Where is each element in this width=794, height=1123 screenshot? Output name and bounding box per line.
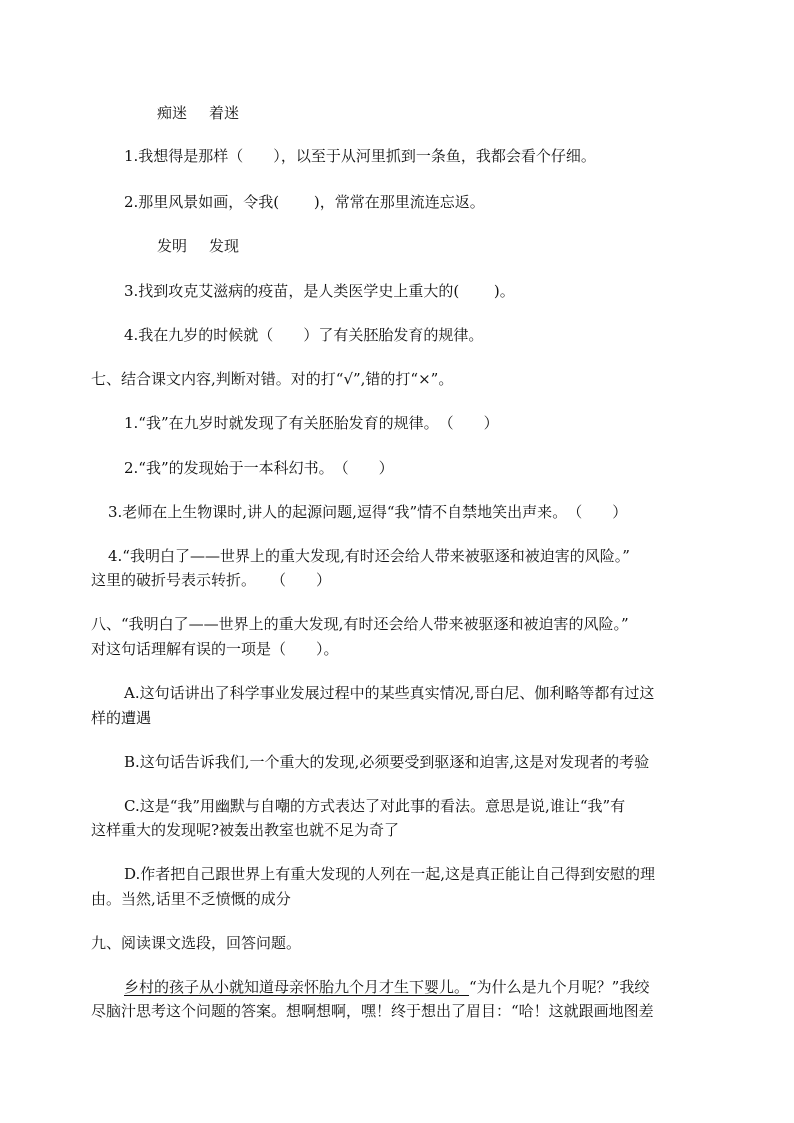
option-a-line2: 样的遭遇: [91, 709, 152, 727]
option-d-line2: 由。当然,话里不乏愤慨的成分: [91, 890, 291, 908]
judge-q4-line2: 这里的破折号表示转折。 （ ）: [91, 571, 332, 589]
section-8-heading-line2: 对这句话理解有误的一项是（ ）。: [91, 640, 339, 658]
section-8-heading-line1: 八、“我明白了——世界上的重大发现,有时还会给人带来被驱逐和被迫害的风险。”: [91, 615, 629, 633]
word-option: 着迷: [209, 104, 240, 122]
passage-line2: 尽脑汁思考这个问题的答案。想啊想啊，嘿！终于想出了眉目：“哈！这就跟画地图差: [91, 1002, 654, 1020]
passage-text: “为什么是九个月呢？”我绞: [469, 978, 650, 996]
word-choice-pair-2: [157, 236, 239, 256]
option-b-line1: B.这句话告诉我们,一个重大的发现,必须要受到驱逐和迫害,这是对发现者的考验: [124, 753, 650, 771]
judge-q4-line1: 4.“我明白了——世界上的重大发现,有时还会给人带来被驱逐和被迫害的风险。”: [108, 547, 630, 565]
option-c-line2: 这样重大的发现呢?被轰出教室也就不足为奇了: [91, 821, 400, 839]
option-c-line1: C.这是“我”用幽默与自嘲的方式表达了对此事的看法。意思是说,谁让“我”有: [124, 797, 626, 815]
fill-blank-q3: 3.找到攻克艾滋病的疫苗，是人类医学史上重大的( )。: [124, 282, 515, 300]
fill-blank-q4: 4.我在九岁的时候就（ ）了有关胚胎发育的规律。: [124, 326, 484, 344]
underlined-sentence: 乡村的孩子从小就知道母亲怀胎九个月才生下婴儿。: [124, 978, 470, 996]
judge-q3: 3.老师在上生物课时,讲人的起源问题,逗得“我”情不自禁地笑出声来。 （ ）: [108, 503, 628, 521]
word-choice-pair-1: [157, 103, 239, 123]
option-d-line1: D.作者把自己跟世界上有重大发现的人列在一起,这是真正能让自己得到安慰的理: [124, 865, 656, 883]
word-option: 发明: [157, 237, 188, 255]
section-7-heading: 七、结合课文内容,判断对错。对的打“√”,错的打“×”。: [91, 370, 454, 388]
judge-q2: 2.“我”的发现始于一本科幻书。 （ ）: [124, 459, 394, 477]
word-option: 发现: [209, 237, 240, 255]
fill-blank-q2: 2.那里风景如画，令我( )，常常在那里流连忘返。: [124, 193, 485, 211]
fill-blank-q1: 1.我想得是那样（ ），以至于从河里抓到一条鱼，我都会看个仔细。: [124, 147, 596, 165]
judge-q1: 1.“我”在九岁时就发现了有关胚胎发育的规律。 （ ）: [124, 414, 499, 432]
passage-line1: [124, 977, 649, 997]
option-a-line1: A.这句话讲出了科学事业发展过程中的某些真实情况,哥白尼、伽利略等都有过这: [124, 684, 655, 702]
word-option: 痴迷: [157, 104, 188, 122]
section-9-heading: 九、阅读课文选段，回答问题。: [91, 934, 302, 952]
